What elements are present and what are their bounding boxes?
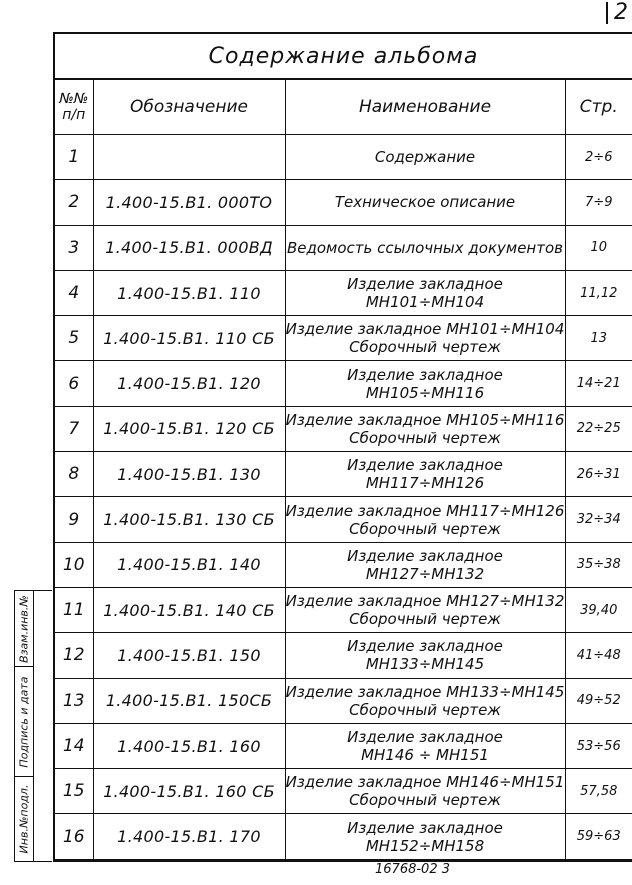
- row-name: [285, 542, 565, 587]
- row-name-line: Изделие закладное: [347, 275, 503, 294]
- row-designation: 1.400-15.В1. 000ВД: [93, 225, 285, 270]
- row-name-line: МН133÷МН145: [365, 655, 485, 674]
- row-name-line: МН117÷МН126: [365, 474, 485, 493]
- row-pages: 35÷38: [565, 542, 632, 587]
- row-name: [285, 678, 565, 723]
- table-row: [55, 270, 632, 315]
- row-name-line: Сборочный чертеж: [349, 610, 501, 629]
- row-name: [285, 270, 565, 315]
- row-designation: 1.400-15.В1. 110 СБ: [93, 316, 285, 361]
- table-row: [55, 587, 632, 632]
- row-number: 7: [55, 406, 93, 451]
- page-title: Содержание альбома: [55, 34, 632, 80]
- row-name: [285, 406, 565, 451]
- row-name-line: МН152÷МН158: [365, 836, 485, 855]
- row-designation: 1.400-15.В1. 000ТО: [93, 180, 285, 225]
- row-designation: 1.400-15.В1. 160: [93, 723, 285, 768]
- row-name: [285, 497, 565, 542]
- row-designation: 1.400-15.В1. 120: [93, 361, 285, 406]
- table-row: [55, 678, 632, 723]
- row-name-line: Изделие закладное МН146÷МН151: [285, 773, 565, 792]
- row-designation: 1.400-15.В1. 130 СБ: [93, 497, 285, 542]
- header-page: Стр.: [565, 80, 632, 135]
- sheet-number: 2: [606, 2, 628, 24]
- row-name: [285, 225, 565, 270]
- row-name-line: Изделие закладное: [347, 456, 503, 475]
- row-name: [285, 633, 565, 678]
- row-name: [285, 316, 565, 361]
- stamp-cell-replace-inv: [15, 591, 34, 667]
- row-pages: 59÷63: [565, 814, 632, 859]
- row-number: 11: [55, 587, 93, 632]
- row-name: [285, 135, 565, 180]
- row-pages: 39,40: [565, 587, 632, 632]
- row-name-line: Техническое описание: [334, 193, 516, 212]
- contents-sheet: [53, 32, 632, 862]
- row-pages: 41÷48: [565, 633, 632, 678]
- row-pages: 57,58: [565, 769, 632, 814]
- row-name: [285, 452, 565, 497]
- table-row: [55, 769, 632, 814]
- table-row: [55, 452, 632, 497]
- row-name-line: Изделие закладное МН105÷МН116: [285, 410, 565, 429]
- row-name: [285, 361, 565, 406]
- row-number: 1: [55, 135, 93, 180]
- row-number: 16: [55, 814, 93, 859]
- row-name: [285, 587, 565, 632]
- row-number: 2: [55, 180, 93, 225]
- row-name-line: Изделие закладное: [347, 365, 503, 384]
- row-name-line: Сборочный чертеж: [349, 700, 501, 719]
- row-number: 14: [55, 723, 93, 768]
- row-pages: 13: [565, 316, 632, 361]
- row-number: 10: [55, 542, 93, 587]
- row-designation: 1.400-15.В1. 110: [93, 270, 285, 315]
- row-designation: 1.400-15.В1. 150СБ: [93, 678, 285, 723]
- row-number: 6: [55, 361, 93, 406]
- side-stamp: [14, 590, 52, 862]
- row-name-line: МН146 ÷ МН151: [361, 746, 489, 764]
- table-row: [55, 406, 632, 451]
- table-row: [55, 316, 632, 361]
- document-code: 16768-02 3: [375, 862, 450, 877]
- stamp-label-replace-inv: Взам.инв.№: [17, 594, 31, 663]
- row-name: [285, 723, 565, 768]
- row-name-line: Изделие закладное МН133÷МН145: [285, 682, 565, 701]
- row-pages: 14÷21: [565, 361, 632, 406]
- row-name-line: Изделие закладное: [347, 637, 503, 656]
- row-number: 12: [55, 633, 93, 678]
- row-name: [285, 769, 565, 814]
- stamp-label-signature-date: Подпись и дата: [17, 675, 31, 768]
- row-name-line: Ведомость ссылочных документов: [286, 238, 563, 257]
- stamp-cell-signature-date: [15, 667, 34, 777]
- row-designation: 1.400-15.В1. 120 СБ: [93, 406, 285, 451]
- row-name-line: Сборочный чертеж: [349, 338, 501, 357]
- table-row: [55, 361, 632, 406]
- header-code: Обозначение: [93, 80, 285, 135]
- row-pages: 53÷56: [565, 723, 632, 768]
- row-name-line: Сборочный чертеж: [349, 428, 501, 447]
- table-row: [55, 135, 632, 180]
- row-name: [285, 180, 565, 225]
- table-row: [55, 542, 632, 587]
- row-pages: 11,12: [565, 270, 632, 315]
- row-number: 4: [55, 270, 93, 315]
- table-row: [55, 814, 632, 859]
- row-name-line: Содержание: [374, 148, 476, 167]
- row-pages: 10: [565, 225, 632, 270]
- row-designation: [93, 135, 285, 180]
- contents-table: [55, 80, 632, 860]
- table-body: [55, 135, 632, 860]
- table-row: [55, 497, 632, 542]
- row-name-line: Сборочный чертеж: [349, 791, 501, 810]
- row-name-line: МН105÷МН116: [365, 383, 485, 402]
- row-name-line: МН127÷МН132: [365, 564, 485, 583]
- row-pages: 2÷6: [565, 135, 632, 180]
- row-designation: 1.400-15.В1. 130: [93, 452, 285, 497]
- row-name-line: Изделие закладное МН101÷МН104: [285, 320, 565, 339]
- row-pages: 32÷34: [565, 497, 632, 542]
- stamp-cell-inv-orig: [15, 777, 34, 861]
- row-name-line: Сборочный чертеж: [349, 519, 501, 538]
- row-designation: 1.400-15.В1. 160 СБ: [93, 769, 285, 814]
- row-pages: 49÷52: [565, 678, 632, 723]
- row-name-line: Изделие закладное: [347, 728, 503, 746]
- row-number: 13: [55, 678, 93, 723]
- row-number: 9: [55, 497, 93, 542]
- header-name: Наименование: [285, 80, 565, 135]
- row-designation: 1.400-15.В1. 170: [93, 814, 285, 859]
- table-header-row: [55, 80, 632, 135]
- header-no: №№ п/п: [55, 80, 93, 135]
- stamp-label-inv-orig: Инв.№подл.: [17, 784, 31, 854]
- table-row: [55, 180, 632, 225]
- row-name: [285, 814, 565, 859]
- row-designation: 1.400-15.В1. 150: [93, 633, 285, 678]
- table-row: [55, 723, 632, 768]
- row-designation: 1.400-15.В1. 140: [93, 542, 285, 587]
- table-row: [55, 225, 632, 270]
- row-number: 15: [55, 769, 93, 814]
- row-pages: 7÷9: [565, 180, 632, 225]
- row-name-line: МН101÷МН104: [365, 293, 485, 312]
- row-number: 8: [55, 452, 93, 497]
- row-designation: 1.400-15.В1. 140 СБ: [93, 587, 285, 632]
- row-number: 5: [55, 316, 93, 361]
- row-name-line: Изделие закладное МН127÷МН132: [285, 592, 565, 611]
- row-number: 3: [55, 225, 93, 270]
- table-row: [55, 633, 632, 678]
- row-pages: 26÷31: [565, 452, 632, 497]
- row-pages: 22÷25: [565, 406, 632, 451]
- row-name-line: Изделие закладное: [347, 546, 503, 565]
- row-name-line: Изделие закладное: [347, 818, 503, 837]
- row-name-line: Изделие закладное МН117÷МН126: [285, 501, 565, 520]
